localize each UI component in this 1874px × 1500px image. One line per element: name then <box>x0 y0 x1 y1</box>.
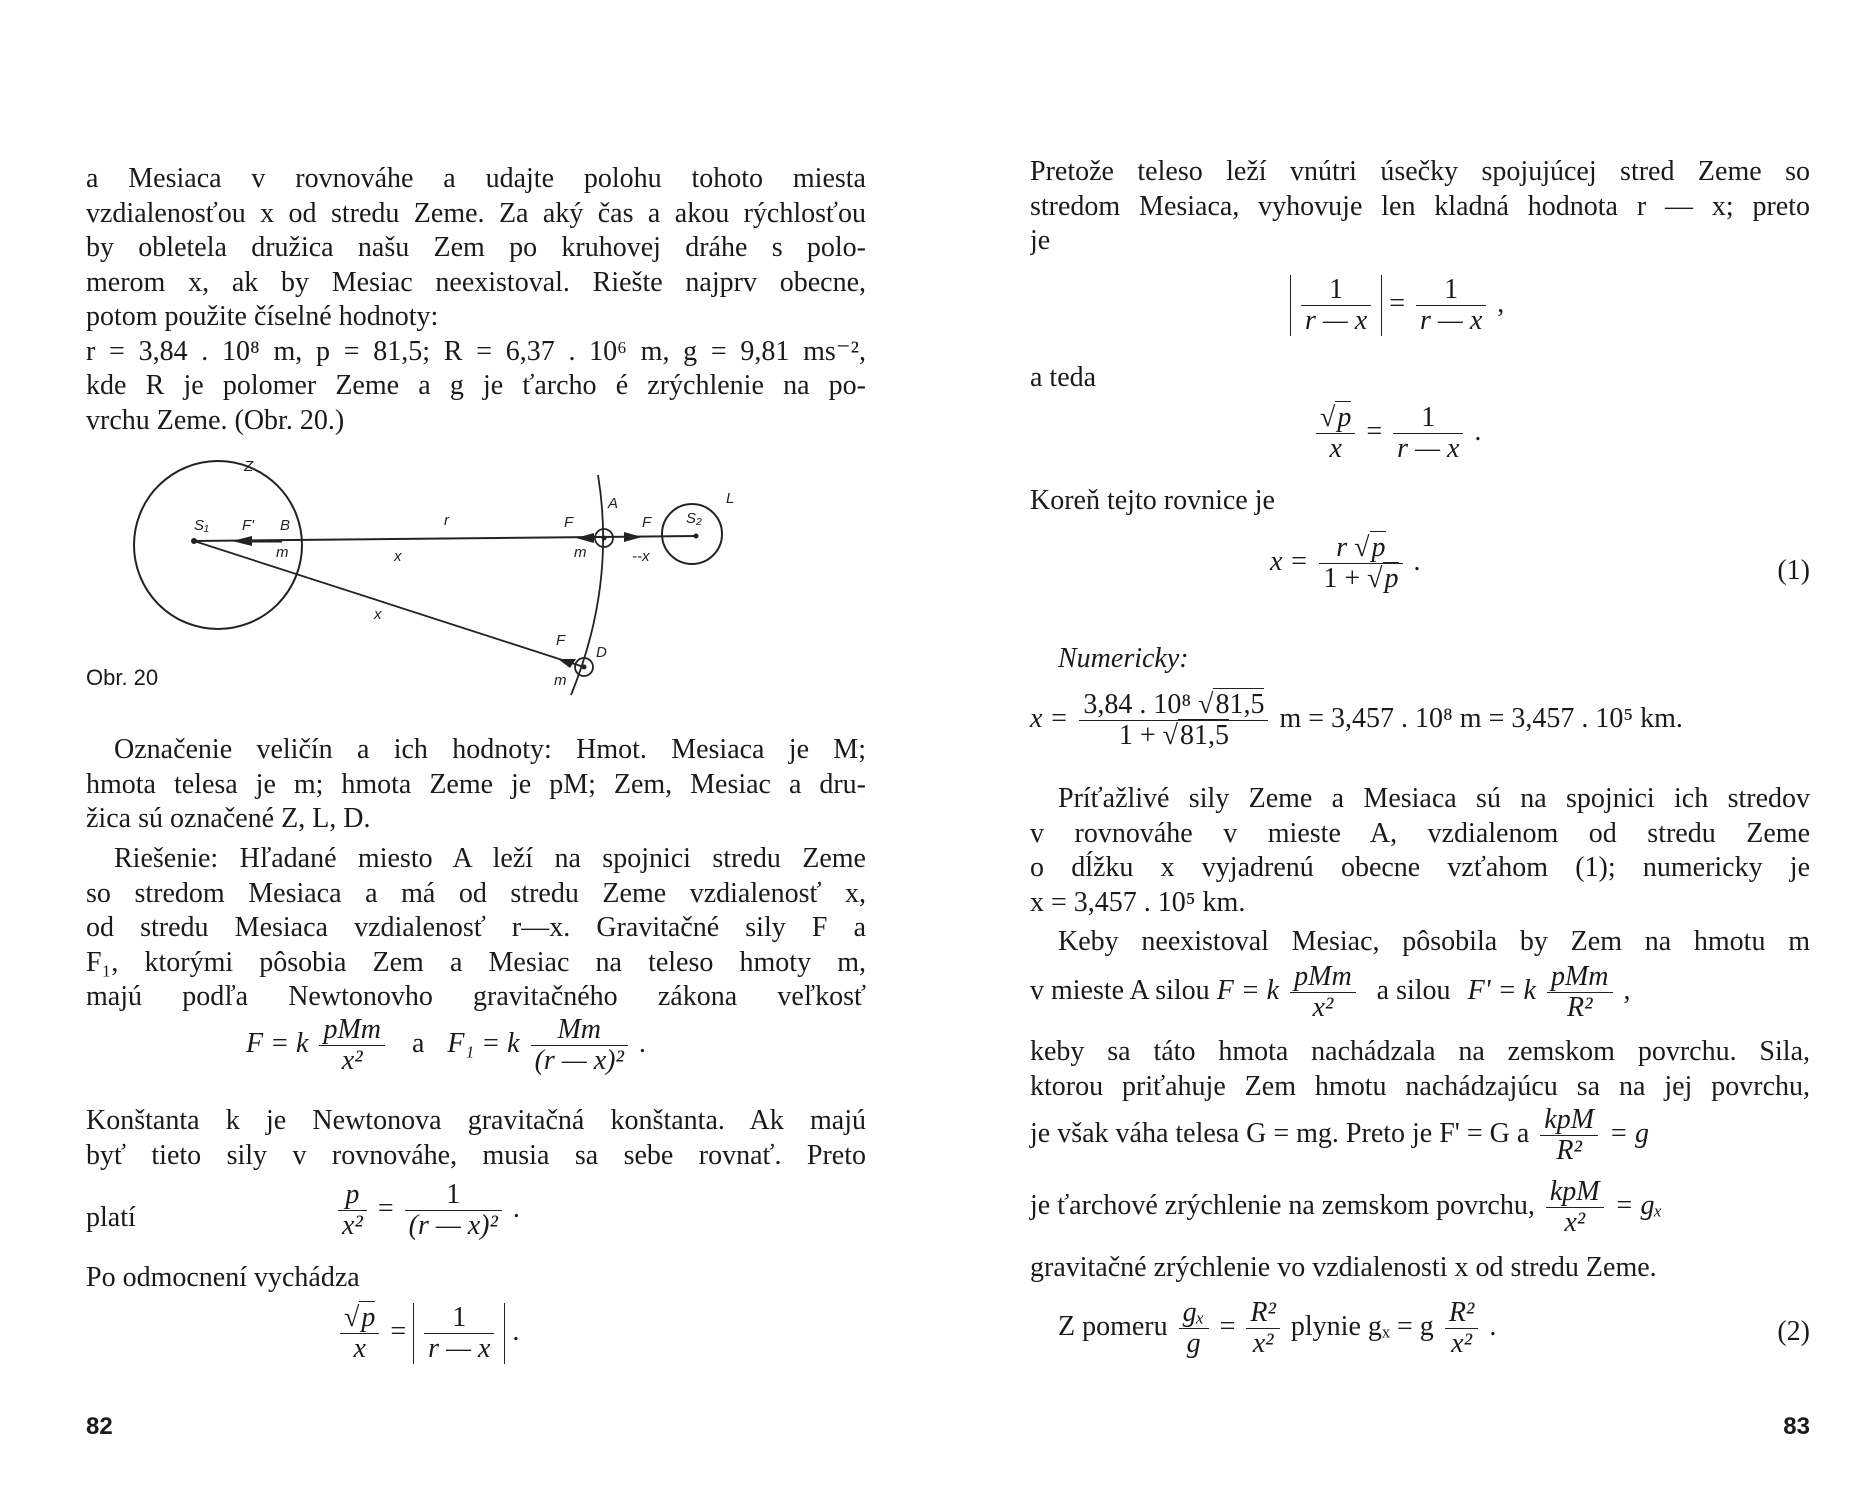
denominator <box>1540 1136 1598 1166</box>
fraction <box>1547 962 1613 1023</box>
text-line: Pretože teleso leží vnútri úsečky spojujúcej stred Zeme so <box>1030 156 1810 187</box>
text-line: vrchu Zeme. (Obr. 20.) <box>86 404 345 436</box>
po-odmocneni-label: Po odmocnení vychádza <box>86 1262 360 1293</box>
eq-text: kpM <box>1544 1104 1595 1135</box>
equation-vaha <box>1030 1105 1649 1166</box>
denominator <box>424 1334 494 1364</box>
fraction <box>338 1180 367 1241</box>
equation-forces <box>246 1015 646 1076</box>
keby-paragraph <box>1030 925 1810 960</box>
fraction <box>424 1303 494 1364</box>
eq-text: . <box>1489 1310 1497 1342</box>
eq-text: 1 <box>446 1179 461 1210</box>
eq-text: pMm <box>1294 961 1352 992</box>
denominator <box>1416 306 1486 336</box>
fig-label-D: D <box>596 644 607 661</box>
text-line: kde R je polomer Zeme a g je ťarcho é zrýchlenie na po- <box>86 370 866 401</box>
eq-text: = <box>1366 415 1383 447</box>
absolute-value <box>413 1303 505 1364</box>
text-line: potom použite číselné hodnoty: <box>86 301 439 332</box>
eq-text: x² <box>1564 1207 1586 1238</box>
sqrt-sign: √ <box>1162 720 1178 751</box>
eq-text: x = <box>1030 702 1069 734</box>
text-line: hmota telesa je m; hmota Zeme je pM; Zem, Mesiac a dru- <box>86 768 866 800</box>
eq-text: 81,5 <box>1179 720 1229 751</box>
equation-keby <box>1030 962 1631 1023</box>
eq-text: p <box>1371 532 1386 563</box>
text-line: Konštanta k je Newtonova gravitačná konštanta. Ak majú <box>86 1105 866 1136</box>
page-number-left: 82 <box>86 1413 113 1440</box>
equation-pomer <box>1058 1298 1496 1359</box>
fig-label-m3: m <box>554 672 567 689</box>
fig-label-B: B <box>280 517 291 534</box>
denominator <box>1246 1329 1280 1359</box>
numerator <box>1540 1105 1598 1136</box>
eq-text: = gₓ <box>1614 1189 1663 1221</box>
fraction <box>1079 690 1268 751</box>
numerator <box>1319 533 1402 564</box>
eq-text: p <box>1337 402 1352 433</box>
numerator <box>1301 275 1371 306</box>
keby-continuation <box>1030 1035 1810 1104</box>
denominator <box>405 1211 502 1241</box>
fig-label-F1: F <box>564 514 574 531</box>
eq-text: = g <box>1609 1117 1649 1149</box>
denominator <box>1547 993 1613 1023</box>
eq-text: x² <box>341 1045 363 1076</box>
text-line: F₁, ktorými pôsobia Zem a Mesiac na teleso hmoty m, <box>86 946 866 978</box>
eq-text: a silou <box>1376 974 1451 1006</box>
pritazlive-paragraph <box>1030 782 1810 920</box>
numerator <box>531 1015 628 1046</box>
body-A-dot <box>602 536 607 541</box>
eq-text: m = 3,457 . 10⁸ m = 3,457 . 10⁵ km. <box>1279 702 1683 734</box>
eq-text: a <box>411 1027 425 1059</box>
fraction <box>1246 1298 1280 1359</box>
eq-text: x² <box>342 1210 363 1241</box>
fig-label-F2: F <box>642 514 652 531</box>
eq-text: (r — x)² <box>408 1210 498 1241</box>
numerator <box>319 1015 385 1046</box>
text-line: by obletela družica našu Zem po kruhovej dráhe s polo- <box>86 232 866 263</box>
eq-text: 1 <box>1329 274 1344 305</box>
sqrt-sign: √ <box>1320 402 1336 433</box>
eq-text: r — x <box>428 1333 491 1364</box>
eq-text: r — x <box>1305 305 1368 336</box>
denominator <box>1319 564 1402 594</box>
solution-paragraph <box>86 842 866 1015</box>
eq-text: p <box>361 1302 376 1333</box>
fig-label-Z: Z <box>244 458 254 475</box>
fraction <box>1319 533 1402 594</box>
text-line: so stredom Mesiaca a má od stredu Zeme vzdialenosť x, <box>86 877 866 909</box>
denominator <box>531 1046 628 1076</box>
eq-text: = <box>1389 287 1406 319</box>
eq-text: 1 + <box>1323 563 1361 594</box>
fig-label-L: L <box>726 490 735 507</box>
eq-text: 1 + <box>1118 720 1156 751</box>
denominator <box>319 1046 385 1076</box>
arrow-head-F-left <box>576 533 594 543</box>
fraction <box>1445 1298 1479 1359</box>
fraction <box>1416 275 1486 336</box>
text-line: Príťažlivé sily Zeme a Mesiaca sú na spojnici ich stredov <box>1058 783 1810 814</box>
eq-text: 81,5 <box>1215 689 1265 720</box>
eq-text: r — x <box>1397 433 1460 464</box>
numerator <box>1290 962 1356 993</box>
fraction <box>1540 1105 1598 1166</box>
eq-text: = <box>377 1192 394 1224</box>
eq-text: x = <box>1270 545 1309 577</box>
denominator <box>1290 993 1356 1023</box>
left-intro-paragraph <box>86 162 866 438</box>
eq-text: plynie gₓ = g <box>1290 1310 1434 1342</box>
arrow-head-F-right <box>624 532 642 542</box>
eq-text: pMm <box>1550 961 1609 992</box>
fraction <box>1301 275 1371 336</box>
equation-number-2: (2) <box>1777 1316 1810 1347</box>
eq-text: 1 <box>1421 402 1436 433</box>
text-line: r = 3,84 . 10⁸ m, p = 81,5; R = 6,37 . 10⁶ m, g = 9,81 ms⁻², <box>86 335 866 367</box>
page-number-right: 83 <box>1783 1413 1810 1440</box>
eq-text: x <box>353 1333 366 1364</box>
denominator <box>340 1334 379 1364</box>
denominator <box>1445 1329 1479 1359</box>
eq-text: g <box>1186 1328 1201 1359</box>
eq-text: je však váha telesa G = mg. Preto je F' = G a <box>1030 1117 1530 1149</box>
eq-text: . <box>638 1027 646 1059</box>
fraction <box>1393 403 1463 464</box>
text-line: stredom Mesiaca, vyhovuje len kladná hodnota r — x; preto <box>1030 190 1810 222</box>
eq-text: . <box>512 1315 520 1347</box>
fig-label-A: A <box>608 495 619 512</box>
koren-label: Koreň tejto rovnice je <box>1030 485 1275 516</box>
numerator <box>1179 1298 1209 1329</box>
notation-paragraph <box>86 733 866 837</box>
fraction <box>340 1303 379 1364</box>
text-line: byť tieto sily v rovnováhe, musia sa sebe rovnať. Preto <box>86 1139 866 1171</box>
numerator <box>1246 1298 1280 1329</box>
line-earth-satellite <box>194 541 584 667</box>
denominator <box>1301 306 1371 336</box>
text-line: Označenie veličín a ich hodnoty: Hmot. Mesiaca je M; <box>114 734 866 765</box>
numerator <box>338 1180 367 1211</box>
eq-text: p <box>345 1179 360 1210</box>
figure-caption: Obr. 20 <box>86 665 159 690</box>
text-line: merom x, ak by Mesiac neexistoval. Riešte najprv obecne, <box>86 266 866 298</box>
equation-plati <box>334 1180 520 1241</box>
text-line: o dĺžku x vyjadrenú obecne vzťahom (1); numericky je <box>1030 852 1810 883</box>
eq-text: v mieste A silou <box>1030 974 1210 1006</box>
eq-text: = <box>390 1315 407 1347</box>
equation-root <box>336 1303 519 1364</box>
text-line: v rovnováhe v mieste A, vzdialenom od stredu Zeme <box>1030 817 1810 849</box>
konstanta-paragraph <box>86 1104 866 1173</box>
numerator <box>405 1180 502 1211</box>
fig-label-r: r <box>444 512 449 529</box>
numerator <box>424 1303 494 1334</box>
equation-numeric <box>1030 690 1683 751</box>
fraction <box>1316 403 1355 464</box>
eq-text: Z pomeru <box>1058 1310 1168 1342</box>
sqrt-sign: √ <box>1367 563 1383 594</box>
eq-text: x <box>1329 433 1342 464</box>
eq-text: F₁ = k <box>447 1027 520 1059</box>
eq-text: r — x <box>1420 305 1483 336</box>
fig-label-S1: S₁ <box>194 517 209 534</box>
eq-text: kpM <box>1549 1176 1600 1207</box>
numerator <box>1393 403 1463 434</box>
numerator <box>1547 962 1613 993</box>
eq-text: x² <box>1451 1328 1472 1359</box>
body-D-dot <box>582 665 587 670</box>
numericky-label: Numericky: <box>1058 643 1189 674</box>
text-line: Keby neexistoval Mesiac, pôsobila by Zem na hmotu m <box>1058 926 1810 957</box>
eq-text: pMm <box>323 1014 381 1045</box>
fig-label-x1: x <box>394 548 402 565</box>
fraction <box>405 1180 502 1241</box>
eq-text: p <box>1384 563 1399 594</box>
eq-text: 1 <box>452 1302 467 1333</box>
eq-text: F' = k <box>1467 974 1536 1006</box>
text-line: a Mesiaca v rovnováhe a udajte polohu tohoto miesta <box>86 163 866 194</box>
denominator <box>1079 721 1268 751</box>
denominator <box>1546 1208 1604 1238</box>
fraction <box>1179 1298 1209 1359</box>
eq-text: Mm <box>557 1014 601 1045</box>
right-intro-paragraph <box>1030 155 1810 259</box>
eq-text: = <box>1219 1310 1236 1342</box>
eq-text: F = k <box>246 1027 309 1059</box>
equation-abs <box>1290 275 1504 336</box>
eq-text: je ťarchové zrýchlenie na zemskom povrchu, <box>1030 1189 1535 1221</box>
eq-text: (r — x)² <box>534 1045 624 1076</box>
denominator <box>338 1211 367 1241</box>
equation-x <box>1270 533 1421 594</box>
eq-text: , <box>1623 974 1631 1006</box>
absolute-value <box>1290 275 1382 336</box>
numerator <box>1079 690 1268 721</box>
eq-text: R² <box>1250 1297 1276 1328</box>
eq-text: . <box>512 1192 520 1224</box>
text-line: Riešenie: Hľadané miesto A leží na spojnici stredu Zeme <box>114 843 866 874</box>
sqrt-sign: √ <box>344 1302 360 1333</box>
equation-teda <box>1312 403 1481 464</box>
fig-label-S2: S₂ <box>686 510 702 527</box>
text-line: od stredu Mesiaca vzdialenosť r—x. Gravitačné sily F a <box>86 912 866 943</box>
text-line: ktorou priťahuje Zem hmotu nachádzajúcu sa na jej povrchu, <box>1030 1070 1810 1102</box>
fig-label-m1: m <box>276 544 289 561</box>
eq-text: F = k <box>1216 974 1280 1006</box>
numerator <box>340 1303 379 1334</box>
numerator <box>1445 1298 1479 1329</box>
eq-text: R² <box>1556 1135 1582 1166</box>
fig-label-x2: x <box>374 606 382 623</box>
fraction <box>319 1015 385 1076</box>
text-line: vzdialenosťou x od stredu Zeme. Za aký čas a akou rýchlosťou <box>86 197 866 229</box>
fig-label-F3: F <box>556 632 566 649</box>
fraction <box>1290 962 1356 1023</box>
numerator <box>1546 1177 1604 1208</box>
text-line: majú podľa Newtonovho gravitačného zákona veľkosť <box>86 981 866 1012</box>
denominator <box>1393 434 1463 464</box>
denominator <box>1316 434 1355 464</box>
text-line: je <box>1030 225 1051 256</box>
arrow-head-Fp <box>232 536 252 546</box>
fraction <box>531 1015 628 1076</box>
a-teda-label: a teda <box>1030 362 1097 393</box>
fraction <box>1546 1177 1604 1238</box>
text-line: x = 3,457 . 10⁵ km. <box>1030 886 1246 918</box>
eq-text: . <box>1413 545 1421 577</box>
equation-number-1: (1) <box>1777 555 1810 586</box>
eq-text: R² <box>1448 1297 1475 1328</box>
fig-label-m2: m <box>574 544 587 561</box>
eq-text: . <box>1474 415 1482 447</box>
eq-text: r <box>1336 532 1348 563</box>
denominator <box>1179 1329 1209 1359</box>
eq-text: x² <box>1252 1328 1274 1359</box>
fig-label-rx: --x <box>632 548 650 565</box>
eq-text: , <box>1497 287 1505 319</box>
fig-label-Fp: F' <box>242 517 255 534</box>
eq-text: R² <box>1567 992 1593 1023</box>
numerator <box>1416 275 1486 306</box>
plati-label: platí <box>86 1202 136 1233</box>
grav-line: gravitačné zrýchlenie vo vzdialenosti x od stredu Zeme. <box>1030 1252 1657 1283</box>
text-line: žica sú označené Z, L, D. <box>86 803 371 834</box>
sqrt-sign: √ <box>1198 689 1214 720</box>
text-line: keby sa táto hmota nachádzala na zemskom povrchu. Sila, <box>1030 1036 1810 1067</box>
equation-tarch <box>1030 1177 1663 1238</box>
eq-text: 1 <box>1444 274 1459 305</box>
eq-text: gₓ <box>1182 1297 1205 1328</box>
figure-20 <box>86 455 846 710</box>
eq-text: 3,84 . 10⁸ <box>1083 689 1192 720</box>
numerator <box>1316 403 1355 434</box>
sqrt-sign: √ <box>1354 532 1370 563</box>
eq-text: x² <box>1312 992 1334 1023</box>
